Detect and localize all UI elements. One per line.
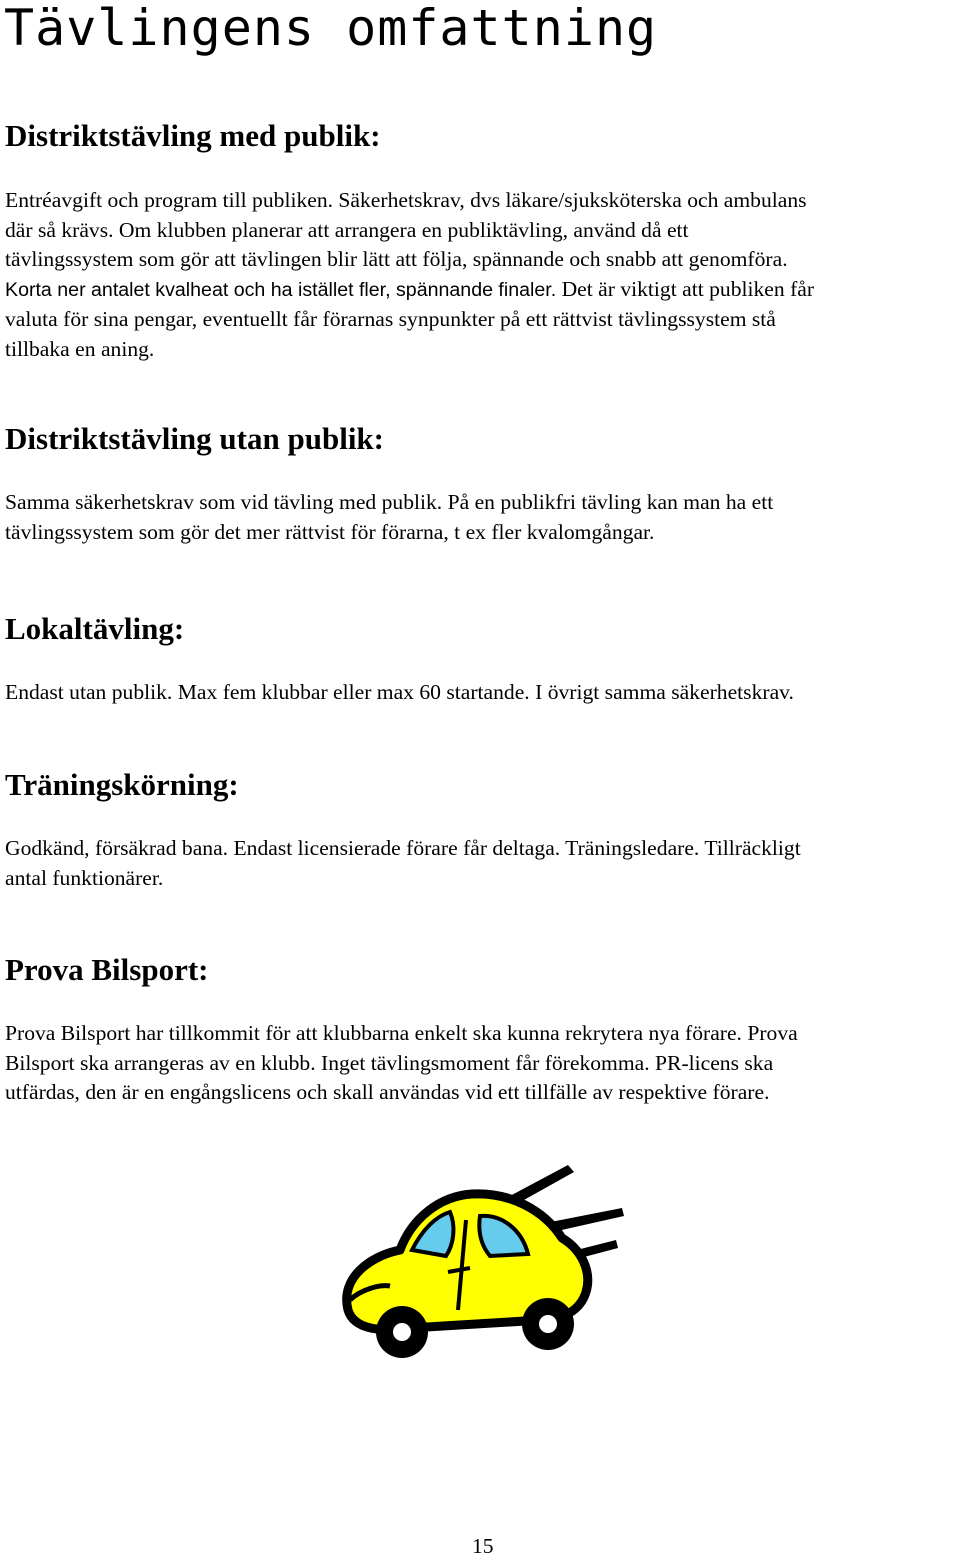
section-heading-distriktstavling-med-publik: Distriktstävling med publik: xyxy=(5,118,381,153)
paragraph-line: Godkänd, försäkrad bana. Endast licensierade förare får deltaga. Träningsledare. Tillräckligt xyxy=(5,836,801,860)
section-heading-distriktstavling-utan-publik: Distriktstävling utan publik: xyxy=(5,421,384,456)
paragraph-line: Samma säkerhetskrav som vid tävling med publik. På en publikfri tävling kan man ha ett xyxy=(5,490,774,514)
section-paragraph-distriktstavling-utan-publik xyxy=(5,488,960,547)
page-title: Tävlingens omfattning xyxy=(4,0,658,57)
section-paragraph-lokaltavling xyxy=(5,678,960,708)
yellow-car-clipart-icon xyxy=(330,1160,630,1365)
car-wheel-front-hub xyxy=(393,1323,411,1341)
page-number: 15 xyxy=(472,1534,494,1558)
paragraph-line: tävlingssystem som gör det mer rättvist för förarna, t ex fler kvalomgångar. xyxy=(5,519,655,544)
paragraph-line: Entréavgift och program till publiken. Säkerhetskrav, dvs läkare/sjuksköterska och ambulans xyxy=(5,188,807,212)
paragraph-line-part: Korta ner antalet kvalheat och ha istället fler, spännande finaler. xyxy=(5,278,557,301)
paragraph-line: tillbaka en aning. xyxy=(5,336,155,361)
paragraph-line: Prova Bilsport har tillkommit för att klubbarna enkelt ska kunna rekrytera nya förare. Prova xyxy=(5,1021,798,1045)
section-heading-traningskorning: Träningskörning: xyxy=(5,767,239,802)
section-paragraph-traningskorning xyxy=(5,834,960,893)
paragraph-line: Endast utan publik. Max fem klubbar eller max 60 startande. I övrigt samma säkerhetskrav. xyxy=(5,680,794,704)
paragraph-line: valuta för sina pengar, eventuellt får förarnas synpunkter på ett rättvist tävlingssystem stå xyxy=(5,307,776,332)
paragraph-line: tävlingssystem som gör att tävlingen blir lätt att följa, spännande och snabb att genomföra. xyxy=(5,247,788,272)
section-heading-prova-bilsport: Prova Bilsport: xyxy=(5,952,209,987)
paragraph-line: utfärdas, den är en engångslicens och skall användas vid ett tillfälle av respektive förare. xyxy=(5,1080,770,1105)
car-wheel-rear-hub xyxy=(539,1315,557,1333)
section-paragraph-prova-bilsport xyxy=(5,1019,960,1108)
section-heading-lokaltavling: Lokaltävling: xyxy=(5,611,185,646)
paragraph-line: där så krävs. Om klubben planerar att arrangera en publiktävling, använd då ett xyxy=(5,217,689,242)
paragraph-line-part: Det är viktigt att publiken får xyxy=(561,276,815,301)
section-paragraph-distriktstavling-med-publik xyxy=(5,186,960,365)
paragraph-line: antal funktionärer. xyxy=(5,865,164,890)
paragraph-line: Bilsport ska arrangeras av en klubb. Inget tävlingsmoment får förekomma. PR-licens ska xyxy=(5,1050,774,1075)
paragraph-line xyxy=(5,275,960,306)
